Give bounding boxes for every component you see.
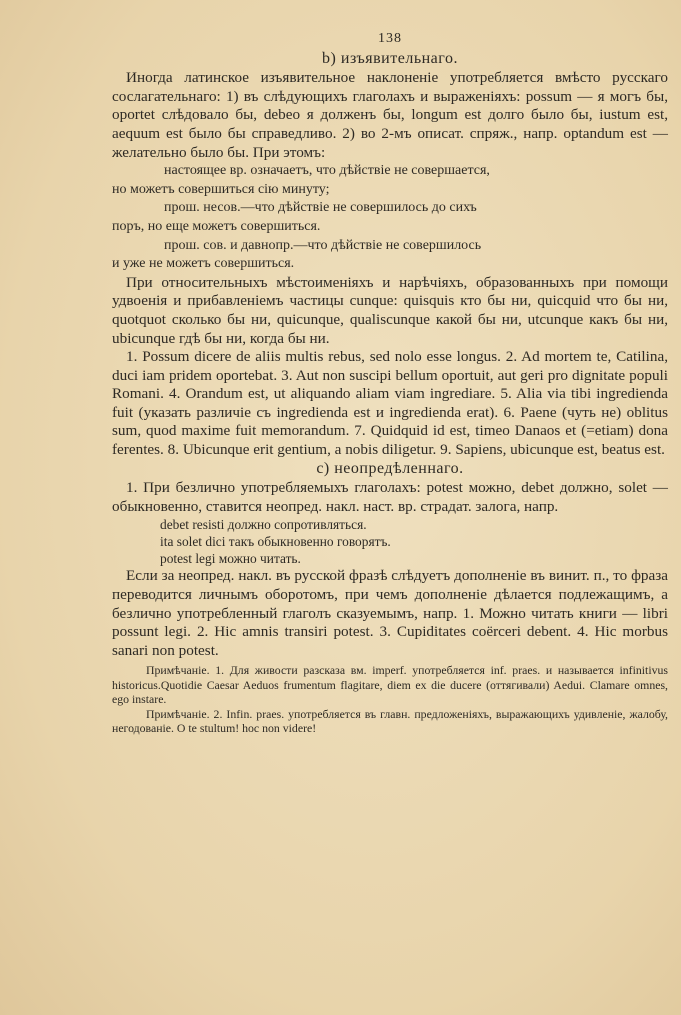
term-present-cont: но можетъ совершиться сію минуту; (112, 181, 330, 197)
note-1: Примѣчаніе. 1. Для живости разсказа вм. imperf. употребляется inf. praes. и называется infinitivus historicus.Quotidie Caesar Aeduos frumentum flagitare, diem ex die ducere (оттягивали) Aedui. Clamare omnes, ego instare. (112, 663, 668, 707)
note-2: Примѣчаніе. 2. Infin. praes. употребляется въ главн. предложеніяхъ, выражающихъ удивленіе, жалобу, негодованіе. O te stultum! hoc non videre! (112, 706, 668, 736)
example-line: ita solet dici такъ обыкновенно говорятъ. (160, 534, 391, 550)
term-perfect: прош. сов. и давнопр.—что дѣйствіе не совершилось (164, 237, 482, 253)
term-present: настоящее вр. означаетъ, что дѣйствіе не совершается, (164, 163, 490, 179)
page-text (112, 30, 668, 736)
section-c-intro: 1. При безлично употребляемыхъ глаголахъ: potest можно, debet должно, solet — обыкновенно, ставится неопред. накл. наст. вр. страдат. залога, напр. (112, 479, 668, 515)
term-imperfect-cont: поръ, но еще можетъ совершиться. (112, 218, 321, 234)
section-b-heading: b) изъявительнаго. (322, 49, 458, 67)
term-perfect-cont: и уже не можетъ совершиться. (112, 256, 295, 272)
term-imperfect: прош. несов.—что дѣйствіе не совершилось до сихъ (164, 200, 477, 216)
notes (112, 663, 668, 736)
example-line: debet resisti должно сопротивляться. (160, 517, 367, 533)
section-c-heading: c) неопредѣленнаго. (316, 459, 464, 477)
exercises-paragraph: 1. Possum dicere de aliis multis rebus, sed nolo esse longus. 2. Ad mortem te, Catilina, duci iam pridem oportebat. 3. Aut non suscipi bellum oportuit, aut geri pro dignitate populi Romani. 4. Orandum est, ut aliquando aliam viam ingrediare. 5. Alia via tibi ingredienda fuit (указать различіе съ ingrediendа est и ingredienda erat). 6. Paene (чуть не) oblitus sum, quod maxime fuit memorandum. 7. Quidquid id est, timeo Danaos et (=etiam) dona ferentes. 8. Ubicunque erit gentium, a nobis diligetur. 9. Sapiens, ubicunque est, beatus est. (112, 348, 668, 459)
page-number: 138 (378, 31, 402, 46)
pronouns-paragraph: При относительныхъ мѣстоименіяхъ и нарѣчіяхъ, образованныхъ при помощи удвоенія и прибавленіемъ частицы cunque: quisquis кто бы ни, quicquid что бы ни, quotquot сколько бы ни, quicunque, qualiscunque какой бы ни, utcunque какъ бы ни, ubicunque гдѣ бы ни, когда бы ни. (112, 273, 668, 347)
example-line: potest legi можно читать. (160, 551, 301, 567)
section-b-intro: Иногда латинское изъявительное наклоненіе употребляется вмѣсто русскаго сослагательнаго: 1) въ слѣдующихъ глаголахъ и выраженіяхъ: possum — я могъ бы, oportet слѣдовало бы, debeo я долженъ бы, longum est долго было бы, iustum est, aequum est было бы справедливо. 2) во 2-мъ описат. спряж., напр. optandum est — желательно было бы. При этомъ: (112, 69, 668, 161)
section-c-rule: Если за неопред. накл. въ русской фразѣ слѣдуетъ дополненіе въ винит. п., то фраза переводится личнымъ оборотомъ, при чемъ дополненіе дѣлается подлежащимъ, а безлично употребленный глаголъ сказуемымъ, напр. 1. Можно читать книги — libri possunt legi. 2. Hic amnis transiri potest. 3. Cupiditates coërceri debent. 4. Hic morbus sanari non potest. (112, 567, 668, 659)
